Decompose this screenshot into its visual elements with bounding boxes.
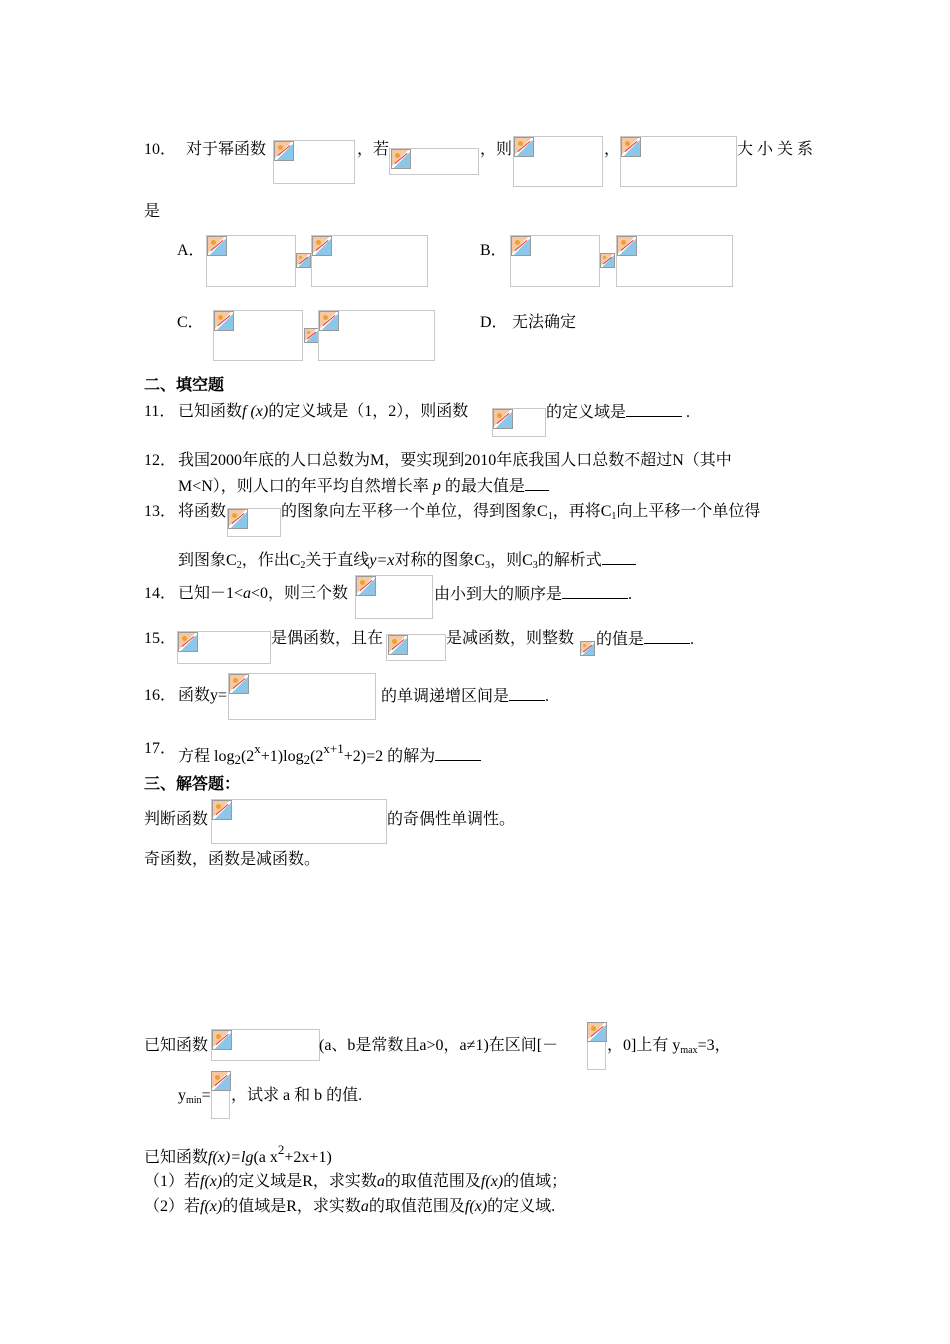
q16-number: 16． <box>144 687 177 704</box>
option-c-label: C． <box>177 314 204 331</box>
q10-number: 10． <box>144 141 177 158</box>
q12-line-2: M<N），则人口的年平均自然增长率 p 的最大值是 <box>178 476 549 497</box>
p1-text-b: 的奇偶性单调性。 <box>387 811 516 828</box>
p2-line-2b: ，试求 a 和 b 的值. <box>231 1087 363 1104</box>
q12-line-1: 我国2000年底的人口总数为M，要实现到2010年底我国人口总数不超过N（其中 <box>178 452 732 469</box>
q13-text-a: 将函数 <box>178 503 227 520</box>
broken-image-icon <box>212 1030 232 1050</box>
p3-part-1: （1）若f(x)的定义域是R，求实数a的取值范围及f(x)的值域； <box>144 1173 568 1190</box>
broken-image-icon <box>391 149 411 169</box>
q10-text-4: ， <box>604 141 621 158</box>
q14-text-a: 已知－1<a<0，则三个数 <box>178 585 349 602</box>
broken-image-icon <box>514 137 534 157</box>
q10-text-3: ，则 <box>480 141 513 158</box>
broken-image-icon <box>229 674 249 694</box>
q17-number: 17． <box>144 740 177 757</box>
p2-text-a: 已知函数 <box>144 1037 209 1054</box>
broken-image-icon <box>214 311 234 331</box>
broken-image-icon <box>356 576 376 596</box>
broken-image-icon <box>274 141 294 161</box>
broken-image-icon <box>296 253 311 268</box>
p3-part-2: （2）若f(x)的值域是R，求实数a的取值范围及f(x)的定义域. <box>144 1198 556 1215</box>
q11-line: 已知函数f (x)的定义域是（1，2），则函数 <box>178 403 469 420</box>
option-b-label: B． <box>480 242 507 259</box>
q11-number: 11． <box>144 403 176 420</box>
p1-text-a: 判断函数 <box>144 811 209 828</box>
q15-number: 15． <box>144 630 177 647</box>
broken-image-icon <box>621 137 641 157</box>
broken-image-icon <box>493 409 513 429</box>
broken-image-icon <box>580 641 595 656</box>
broken-image-icon <box>207 236 227 256</box>
option-d-text: 无法确定 <box>512 314 577 331</box>
q13-line-2: 到图象$C_2$，作出$C_2$关于直线y=x对称的图象$C_3$，则$C_3$的解析式 <box>178 550 636 576</box>
q10-text-6: 是 <box>144 203 161 220</box>
broken-image-icon <box>211 1071 231 1091</box>
q12-number: 12． <box>144 452 177 469</box>
q15-tail: 的值是 . <box>596 631 695 648</box>
q10-text-1: 对于幂函数 <box>186 141 267 158</box>
formula-image <box>211 799 387 844</box>
q15-text-a: 是偶函数，且在 <box>271 630 384 647</box>
broken-image-icon <box>388 635 408 655</box>
q11-tail: 的定义域是 . <box>546 404 691 421</box>
broken-image-icon <box>212 800 232 820</box>
broken-image-icon <box>228 509 248 529</box>
broken-image-icon <box>312 236 332 256</box>
option-d-label: D． <box>480 314 508 331</box>
broken-image-icon <box>304 328 319 343</box>
broken-image-icon <box>319 311 339 331</box>
broken-image-icon <box>587 1022 607 1042</box>
q17-equation: 方程 $\log_2(2^x+1)\log_2(2^{x+1}+2)=2$ 的解为 <box>178 739 481 770</box>
q10-text-5: 大小关系 <box>737 141 818 158</box>
p2-text-b: (a、b是常数且a>0，a≠1)在区间[－ <box>319 1037 559 1054</box>
p3-title: 已知函数f(x)=lg(a $x^2+2x+1$) <box>144 1142 332 1166</box>
broken-image-icon <box>617 236 637 256</box>
section-heading-fill-in: 二、填空题 <box>144 377 225 394</box>
p1-answer: 奇函数，函数是减函数。 <box>144 851 321 868</box>
formula-image <box>228 673 376 720</box>
q14-number: 14． <box>144 585 177 602</box>
broken-image-icon <box>511 236 531 256</box>
q16-tail: 的单调递增区间是 . <box>381 688 550 705</box>
section-heading-answers: 三、解答题： <box>144 776 241 793</box>
option-a-label: A． <box>177 242 205 259</box>
p2-line-2a: $y_{min}=$ <box>178 1087 211 1106</box>
broken-image-icon <box>178 632 198 652</box>
q14-tail: 由小到大的顺序是 . <box>434 586 633 603</box>
q16-text-a: 函数y= <box>178 687 228 704</box>
broken-image-icon <box>600 253 615 268</box>
q13-line-1-tail: 的图象向左平移一个单位，得到图象$C_1$，再将$C_1$向上平移一个单位得 <box>281 503 761 522</box>
p2-text-c: ，0]上有 $y_{max}=3$， <box>607 1037 731 1056</box>
q13-number: 13． <box>144 503 177 520</box>
q10-text-2: ，若 <box>357 141 390 158</box>
q15-text-b: 是减函数，则整数 <box>446 630 575 647</box>
